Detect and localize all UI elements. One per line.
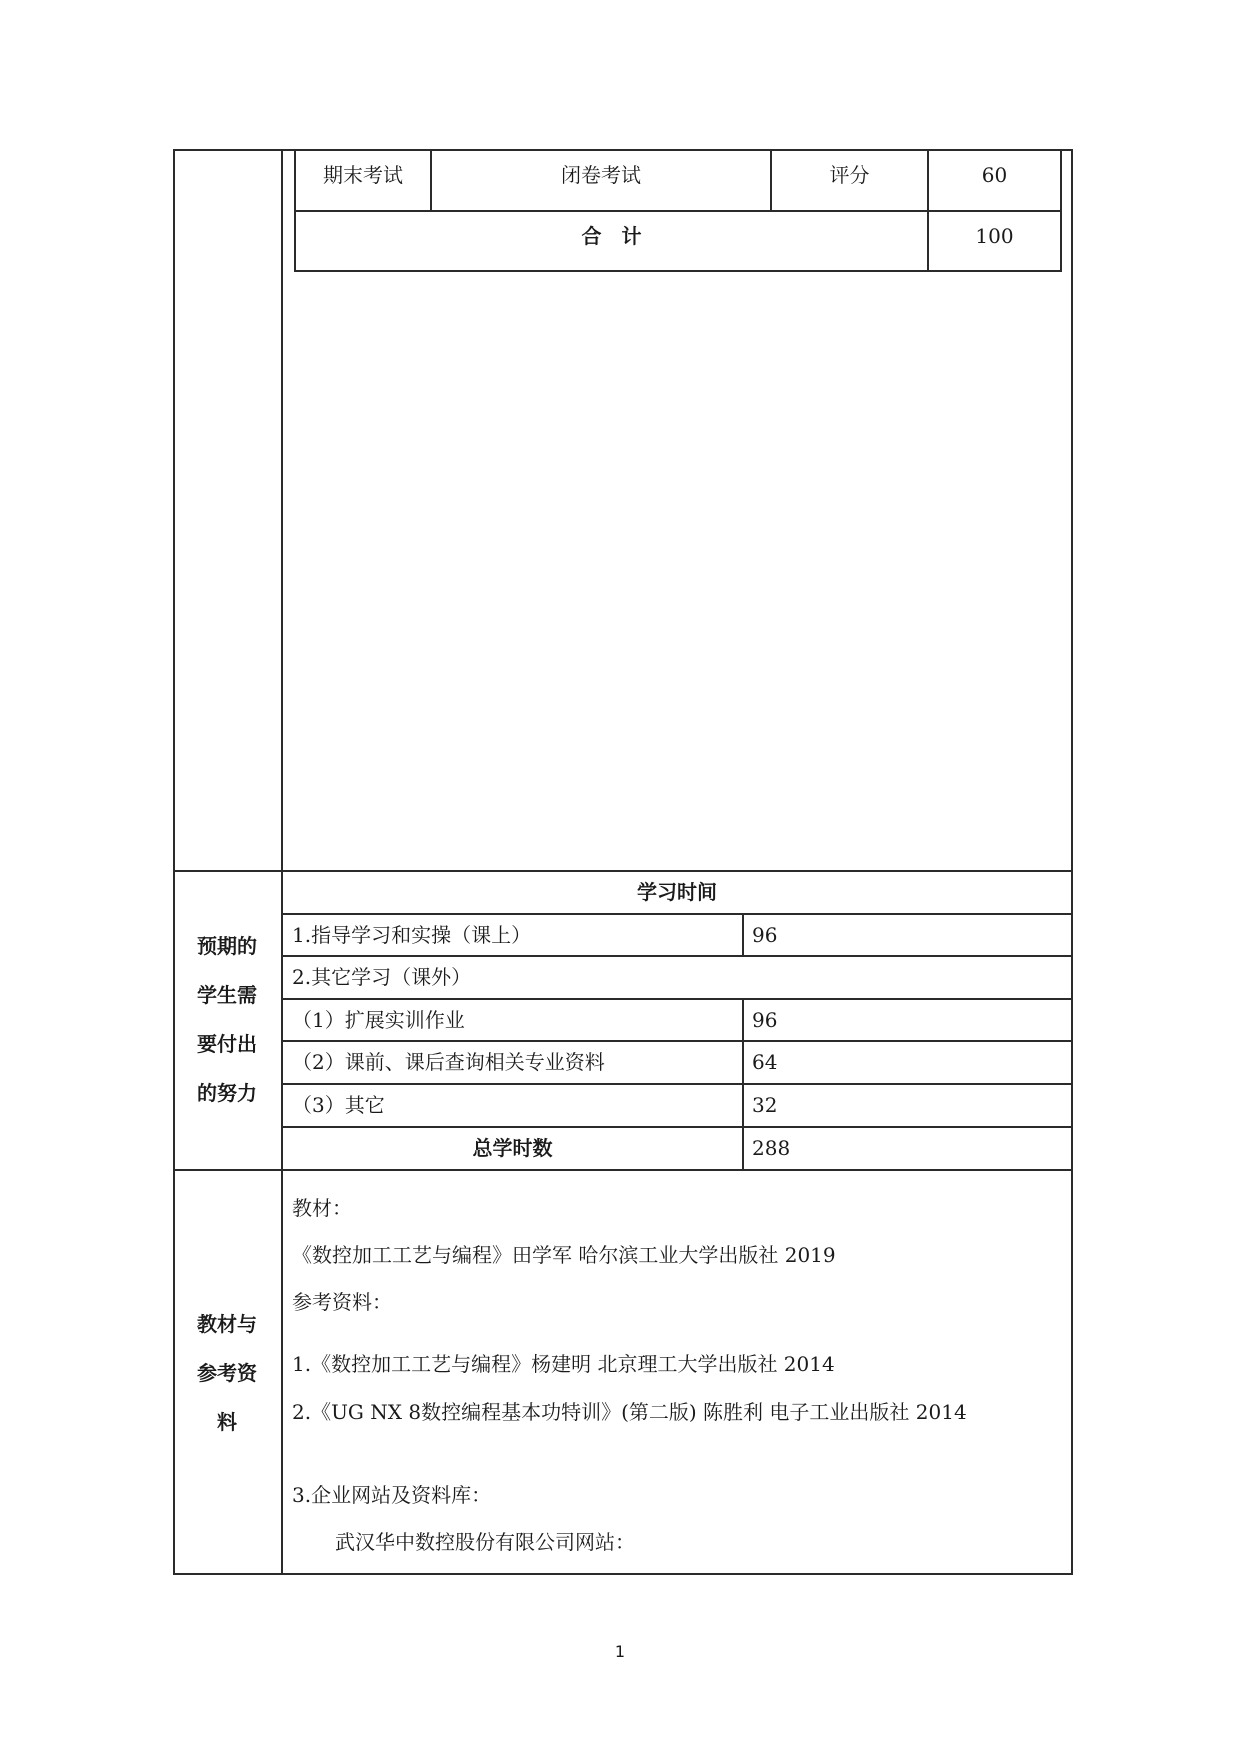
effort-row-line: [281, 1040, 1073, 1042]
total-score: 100: [975, 224, 1014, 248]
effort-value-divider: [742, 913, 744, 956]
materials-side-label-line: 参考资: [197, 1361, 257, 1385]
effort-row-label: 2.其它学习（课外）: [292, 965, 472, 989]
materials-side-label: [175, 1300, 279, 1447]
effort-row-value: 96: [752, 1008, 778, 1032]
materials-side-label-line: 教材与: [197, 1312, 257, 1336]
effort-row-line: [281, 955, 1073, 957]
effort-side-label-line: 要付出: [197, 1032, 257, 1056]
effort-row-label: 1.指导学习和实操（课上）: [292, 923, 532, 947]
effort-header: 学习时间: [637, 880, 717, 904]
effort-row-value: 64: [752, 1050, 778, 1074]
reference-item: 3.企业网站及资料库：: [292, 1483, 492, 1507]
reference-subitem: 武汉华中数控股份有限公司网站：: [335, 1530, 635, 1554]
final-exam-name: 期末考试: [323, 163, 403, 187]
column-divider: [281, 149, 283, 1575]
inner-table-right: [1060, 149, 1062, 272]
final-exam-type: 闭卷考试: [561, 163, 641, 187]
reference-item: 1.《数控加工工艺与编程》杨建明 北京理工大学出版社 2014: [292, 1352, 835, 1376]
effort-side-label-line: 的努力: [197, 1081, 257, 1105]
effort-total-label: 总学时数: [472, 1136, 553, 1160]
textbook-heading: 教材：: [292, 1196, 352, 1220]
effort-row-line: [281, 913, 1073, 915]
outer-top-border: [173, 149, 1073, 151]
effort-row-line: [281, 1126, 1073, 1128]
effort-row-line: [281, 998, 1073, 1000]
inner-table-bottom: [294, 270, 1062, 272]
effort-side-label-line: 预期的: [197, 934, 257, 958]
effort-row-line: [281, 1083, 1073, 1085]
section-separator-effort: [173, 870, 1073, 872]
effort-side-label-line: 学生需: [197, 983, 257, 1007]
final-exam-score: 60: [981, 163, 1008, 187]
reference-heading: 参考资料：: [292, 1290, 392, 1314]
textbook-entry: 《数控加工工艺与编程》田学军 哈尔滨工业大学出版社 2019: [292, 1243, 836, 1267]
effort-value-divider: [742, 998, 744, 1170]
outer-right-border: [1071, 149, 1073, 1575]
effort-row-label: （2）课前、课后查询相关专业资料: [292, 1050, 605, 1074]
section-separator-materials: [173, 1169, 1073, 1171]
effort-row-label: （3）其它: [292, 1093, 385, 1117]
final-exam-method: 评分: [829, 163, 870, 187]
total-label: 合 计: [581, 224, 642, 248]
page-number: 1: [614, 1642, 626, 1661]
effort-side-label: [175, 922, 279, 1118]
materials-side-label-line: 料: [217, 1410, 237, 1434]
reference-item: 2.《UG NX 8数控编程基本功特训》(第二版) 陈胜利 电子工业出版社 2014: [292, 1400, 967, 1424]
inner-table-mid: [294, 210, 1062, 212]
effort-row-value: 96: [752, 923, 778, 947]
outer-bottom-border: [173, 1573, 1073, 1575]
effort-row-value: 32: [752, 1093, 778, 1117]
effort-total-value: 288: [752, 1136, 791, 1160]
effort-row-label: （1）扩展实训作业: [292, 1008, 465, 1032]
